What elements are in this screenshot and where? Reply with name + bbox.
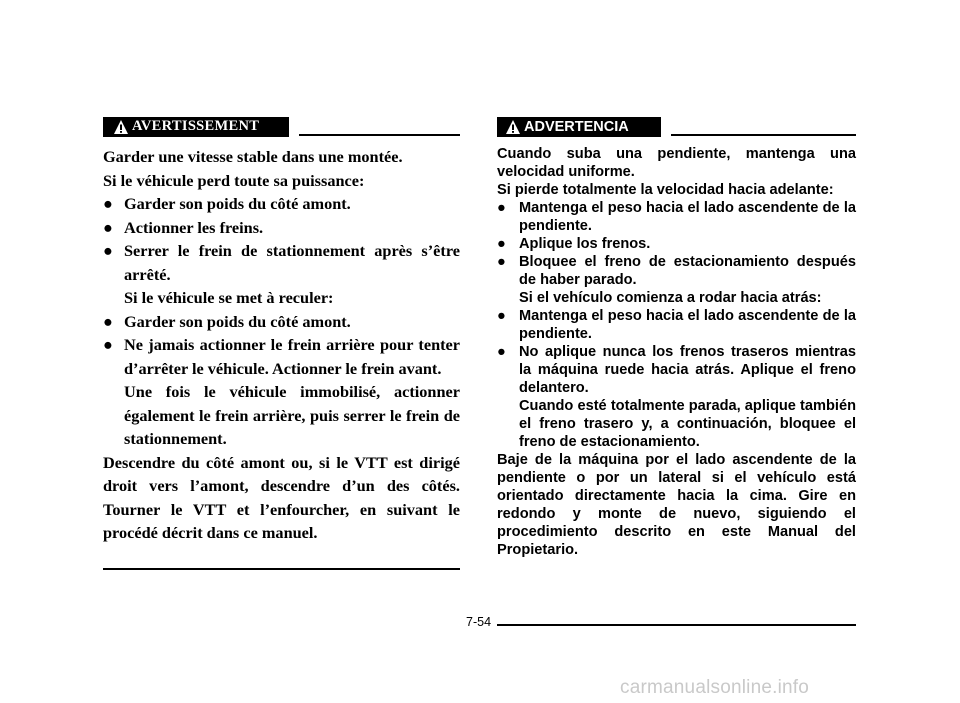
french-closing: Descendre du côté amont ou, si le VTT est dirigé droit vers l’amont, descendre d’un des côtés. Tourner le VTT et l’enfourcher, en suivant le procédé décrit dans ce manuel.: [103, 452, 460, 542]
spanish-bullet-4: ● Mantenga el peso hacia el lado ascendente de la pendiente.: [497, 308, 856, 342]
warning-triangle-icon: [113, 119, 129, 135]
french-warning-badge: [103, 117, 289, 137]
bullet-dot: ●: [497, 200, 506, 216]
french-sub-1: Si le véhicule se met à reculer:: [124, 288, 334, 307]
bullet-dot: ●: [103, 241, 113, 260]
spanish-closing: Baje de la máquina por el lado ascendente de la pendiente o por un lateral si el vehículo está orientado directamente hacia la cima. Gire en redondo y monte de nuevo, siguiendo el procedimiento descrito en este Manual del Propietario.: [497, 452, 856, 558]
spanish-line-2: Si pierde totalmente la velocidad hacia adelante:: [497, 182, 834, 198]
spanish-header-rule: [671, 134, 856, 136]
spanish-bullet-5: ● No aplique nunca los frenos traseros mientras la máquina ruede hacia atrás. Aplique el freno delantero.: [497, 344, 856, 396]
bullet-dot: ●: [497, 308, 506, 324]
spanish-bullet-2: ● Aplique los frenos.: [497, 236, 651, 252]
bullet-dot: ●: [103, 217, 113, 237]
french-bullet-2: ● Actionner les freins.: [103, 216, 460, 240]
french-line-2: Si le véhicule perd toute sa puissance:: [103, 170, 365, 190]
page-number-rule: [497, 624, 856, 626]
bullet-dot: ●: [497, 344, 506, 360]
bullet-dot: ●: [103, 194, 113, 213]
spanish-bullet-3: ● Bloquee el freno de estacionamiento después de haber parado.: [497, 254, 856, 288]
french-badge-label: AVERTISSEMENT: [132, 118, 260, 135]
french-warning-header: [103, 117, 460, 141]
spanish-line-1: Cuando suba una pendiente, mantenga una velocidad uniforme.: [497, 146, 856, 180]
french-sub-2: Une fois le véhicule immobilisé, actionner également le frein arrière, puis serrer le frein de stationnement.: [124, 382, 460, 448]
bullet-dot: ●: [103, 311, 113, 331]
french-line-1: Garder une vitesse stable dans une montée.: [103, 147, 403, 166]
french-bullet-5: ● Ne jamais actionner le frein arrière pour tenter d’arrêter le véhicule. Actionner le frein avant.: [103, 335, 460, 378]
spanish-badge-label: ADVERTENCIA: [524, 119, 629, 135]
bullet-dot: ●: [497, 236, 506, 252]
french-warning-section: [103, 117, 460, 545]
french-header-rule: [299, 134, 460, 136]
spanish-sub-1: Si el vehículo comienza a rodar hacia atrás:: [519, 290, 822, 306]
bullet-dot: ●: [103, 335, 113, 354]
spanish-bullet-1: ● Mantenga el peso hacia el lado ascendente de la pendiente.: [497, 200, 856, 234]
spanish-sub-2: Cuando esté totalmente parada, aplique también el freno trasero y, a continuación, bloquee el freno de estacionamiento.: [519, 398, 856, 450]
spanish-warning-badge: [497, 117, 661, 137]
spanish-warning-section: [497, 117, 856, 559]
french-bullet-4: ● Garder son poids du côté amont.: [103, 310, 460, 334]
watermark: carmanualsonline.info: [620, 677, 810, 698]
warning-triangle-icon: [505, 119, 521, 135]
page-number: 7-54: [466, 615, 492, 629]
french-bullet-3: ● Serrer le frein de stationnement après s’être arrêté.: [103, 241, 460, 284]
bullet-dot: ●: [497, 254, 506, 270]
french-bottom-rule: [103, 568, 460, 570]
spanish-warning-header: [497, 117, 856, 141]
french-bullet-1: ● Garder son poids du côté amont.: [103, 192, 460, 216]
